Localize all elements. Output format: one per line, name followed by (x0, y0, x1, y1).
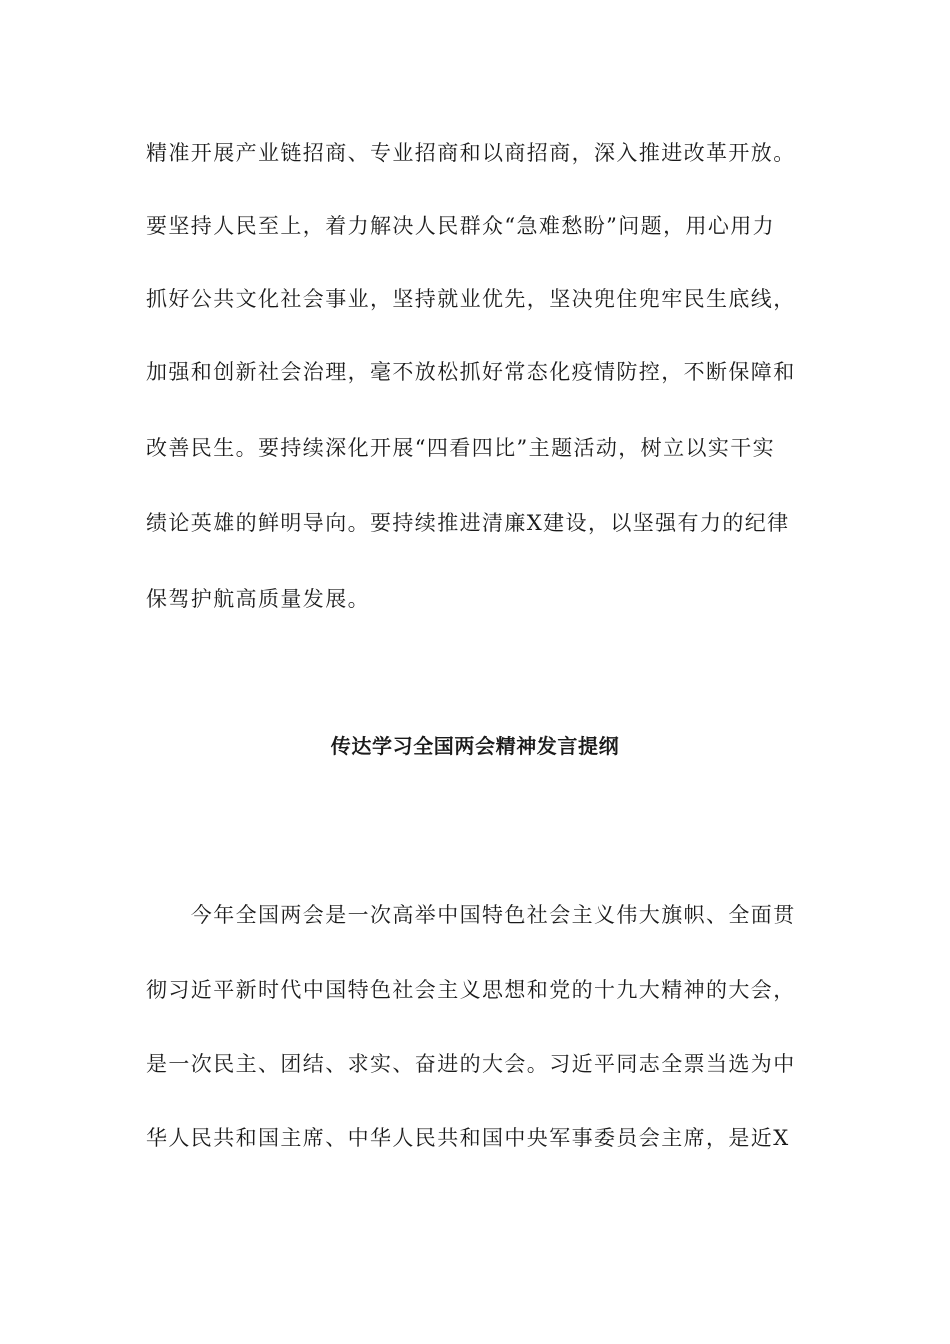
paragraph-line: 今年全国两会是一次高举中国特色社会主义伟大旗帜、全面贯 (146, 903, 796, 927)
paragraph-line: 加强和创新社会治理，毫不放松抓好常态化疫情防控，不断保障和 (146, 360, 796, 384)
paragraph-line: 绩论英雄的鲜明导向。要持续推进清廉X建设，以坚强有力的纪律 (146, 511, 790, 535)
paragraph-line: 改善民生。要持续深化开展“四看四比”主题活动，树立以实干实 (146, 436, 776, 460)
paragraph-line: 华人民共和国主席、中华人民共和国中央军事委员会主席，是近X (146, 1126, 790, 1150)
paragraph-line: 抓好公共文化社会事业，坚持就业优先，坚决兜住兜牢民生底线， (146, 287, 796, 311)
section-title: 传达学习全国两会精神发言提纲 (330, 734, 620, 758)
paragraph-line: 彻习近平新时代中国特色社会主义思想和党的十九大精神的大会， (146, 978, 796, 1002)
paragraph-line: 是一次民主、团结、求实、奋进的大会。习近平同志全票当选为中 (146, 1052, 796, 1076)
paragraph-line: 要坚持人民至上，着力解决人民群众“急难愁盼”问题，用心用力 (146, 214, 776, 238)
paragraph-line: 精准开展产业链招商、专业招商和以商招商，深入推进改革开放。 (146, 141, 796, 165)
paragraph-line: 保驾护航高质量发展。 (146, 587, 370, 611)
